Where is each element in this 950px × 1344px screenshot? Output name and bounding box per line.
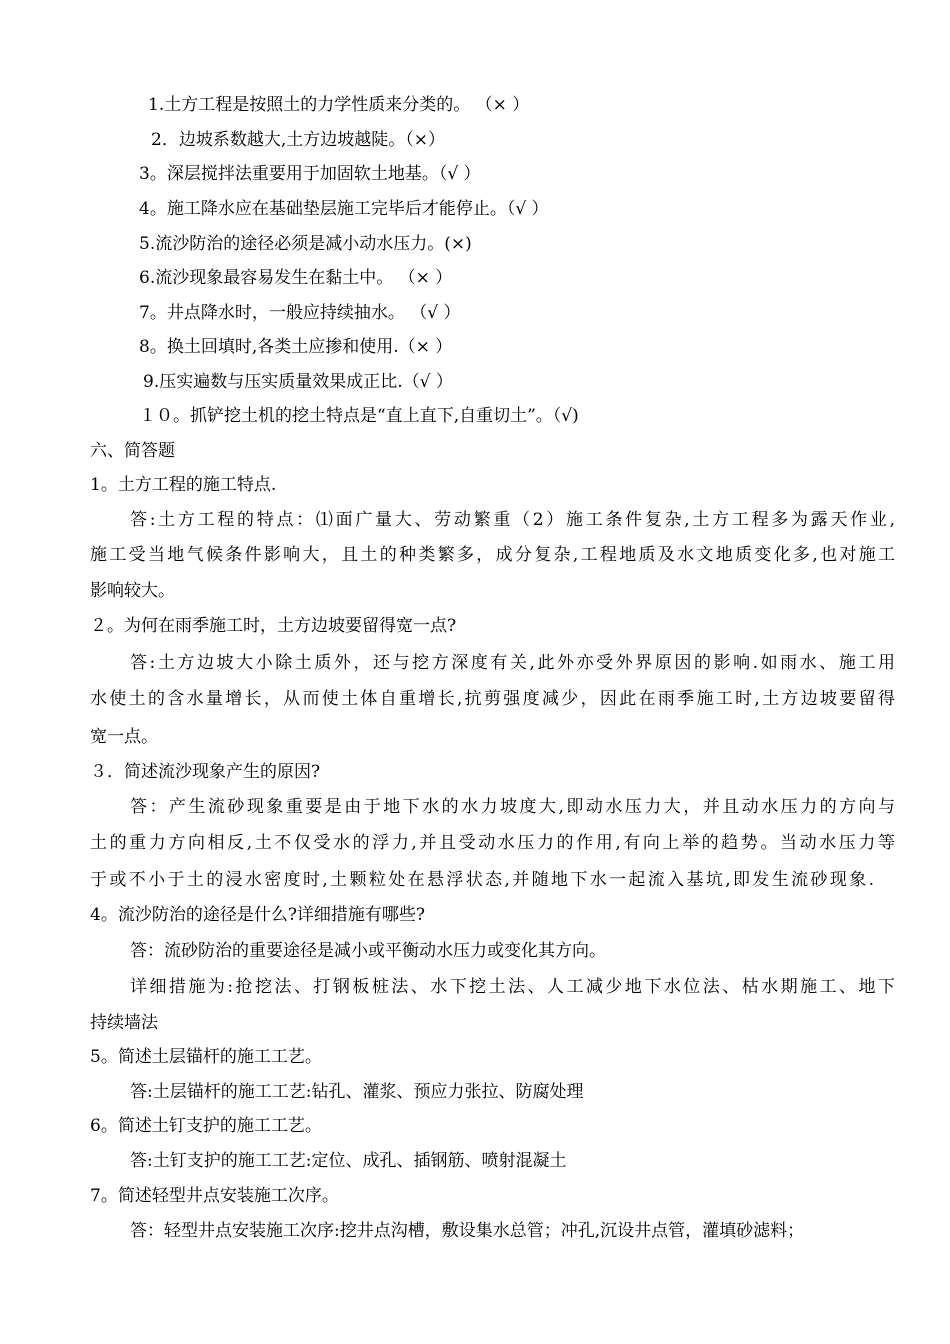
- answer-4-line-2: 详细措施为:抢挖法、打钢板桩法、水下挖土法、人工减少地下水位法、枯水期施工、地下: [130, 977, 895, 997]
- question-1: 1。土方工程的施工特点.: [90, 475, 277, 495]
- judgement-item-5: 5.流沙防治的途径必须是减小动水压力。(×): [139, 234, 472, 254]
- judgement-item-6: 6.流沙现象最容易发生在黏土中。 （× ）: [139, 268, 453, 288]
- answer-3-line-2: 土的重力方向相反,土不仅受水的浮力,并且受动水压力的作用,有向上举的趋势。当动水压力等: [90, 833, 895, 853]
- answer-4-line-1: 答：流砂防治的重要途径是减小或平衡动水压力或变化其方向。: [130, 941, 606, 961]
- question-5: 5。简述土层锚杆的施工工艺。: [90, 1047, 322, 1067]
- question-2: ２。为何在雨季施工时，土方边坡要留得宽一点?: [90, 616, 457, 636]
- answer-6-line-1: 答:土钉支护的施工工艺:定位、成孔、插钢筋、喷射混凝土: [130, 1151, 567, 1171]
- question-4: 4。流沙防治的途径是什么?详细措施有哪些?: [90, 905, 426, 925]
- answer-1-line-1: 答:土方工程的特点：⑴面广量大、劳动繁重（2）施工条件复杂,土方工程多为露天作业,: [130, 510, 895, 530]
- judgement-item-10: １０。抓铲挖土机的挖土特点是“直上直下,自重切土”。（√): [139, 406, 579, 426]
- judgement-item-8: 8。换土回填时,各类土应掺和使用.（× ）: [139, 337, 453, 357]
- question-7: 7。简述轻型井点安装施工次序。: [90, 1186, 339, 1206]
- question-3: ３．简述流沙现象产生的原因?: [90, 762, 321, 782]
- answer-1-line-2: 施工受当地气候条件影响大，且土的种类繁多，成分复杂,工程地质及水文地质变化多,也对施工: [90, 545, 895, 565]
- judgement-item-2: 2．边坡系数越大,土方边坡越陡。（×）: [151, 130, 445, 150]
- answer-7-line-1: 答：轻型井点安装施工次序:挖井点沟槽，敷设集水总管；冲孔,沉设井点管，灌填砂滤料；: [130, 1221, 805, 1241]
- answer-5-line-1: 答:土层锚杆的施工工艺:钻孔、灌浆、预应力张拉、防腐处理: [130, 1082, 584, 1102]
- answer-2-line-1: 答:土方边坡大小除土质外，还与挖方深度有关,此外亦受外界原因的影响.如雨水、施工用: [130, 653, 895, 673]
- answer-4-line-3: 持续墙法: [90, 1013, 158, 1033]
- answer-1-line-3: 影响较大。: [90, 581, 175, 601]
- judgement-item-7: 7。井点降水时，一般应持续抽水。 （√ ）: [139, 303, 461, 323]
- answer-2-line-3: 宽一点。: [90, 727, 158, 747]
- judgement-item-3: 3。深层搅拌法重要用于加固软土地基。（√ ）: [139, 164, 481, 184]
- judgement-item-1: 1.土方工程是按照土的力学性质来分类的。 （× ）: [148, 95, 530, 115]
- answer-3-line-3: 于或不小于土的浸水密度时,土颗粒处在悬浮状态,并随地下水一起流入基坑,即发生流砂现象.: [90, 870, 874, 890]
- answer-3-line-1: 答：产生流砂现象重要是由于地下水的水力坡度大,即动水压力大，并且动水压力的方向与: [130, 797, 895, 817]
- judgement-item-9: 9.压实遍数与压实质量效果成正比.（√ ）: [143, 372, 453, 392]
- judgement-item-4: 4。施工降水应在基础垫层施工完毕后才能停止。（√ ）: [139, 199, 549, 219]
- answer-2-line-2: 水使土的含水量增长，从而使土体自重增长,抗剪强度减少，因此在雨季施工时,土方边坡要留得: [90, 689, 895, 709]
- question-6: 6。简述土钉支护的施工工艺。: [90, 1116, 322, 1136]
- section-title: 六、简答题: [90, 441, 175, 461]
